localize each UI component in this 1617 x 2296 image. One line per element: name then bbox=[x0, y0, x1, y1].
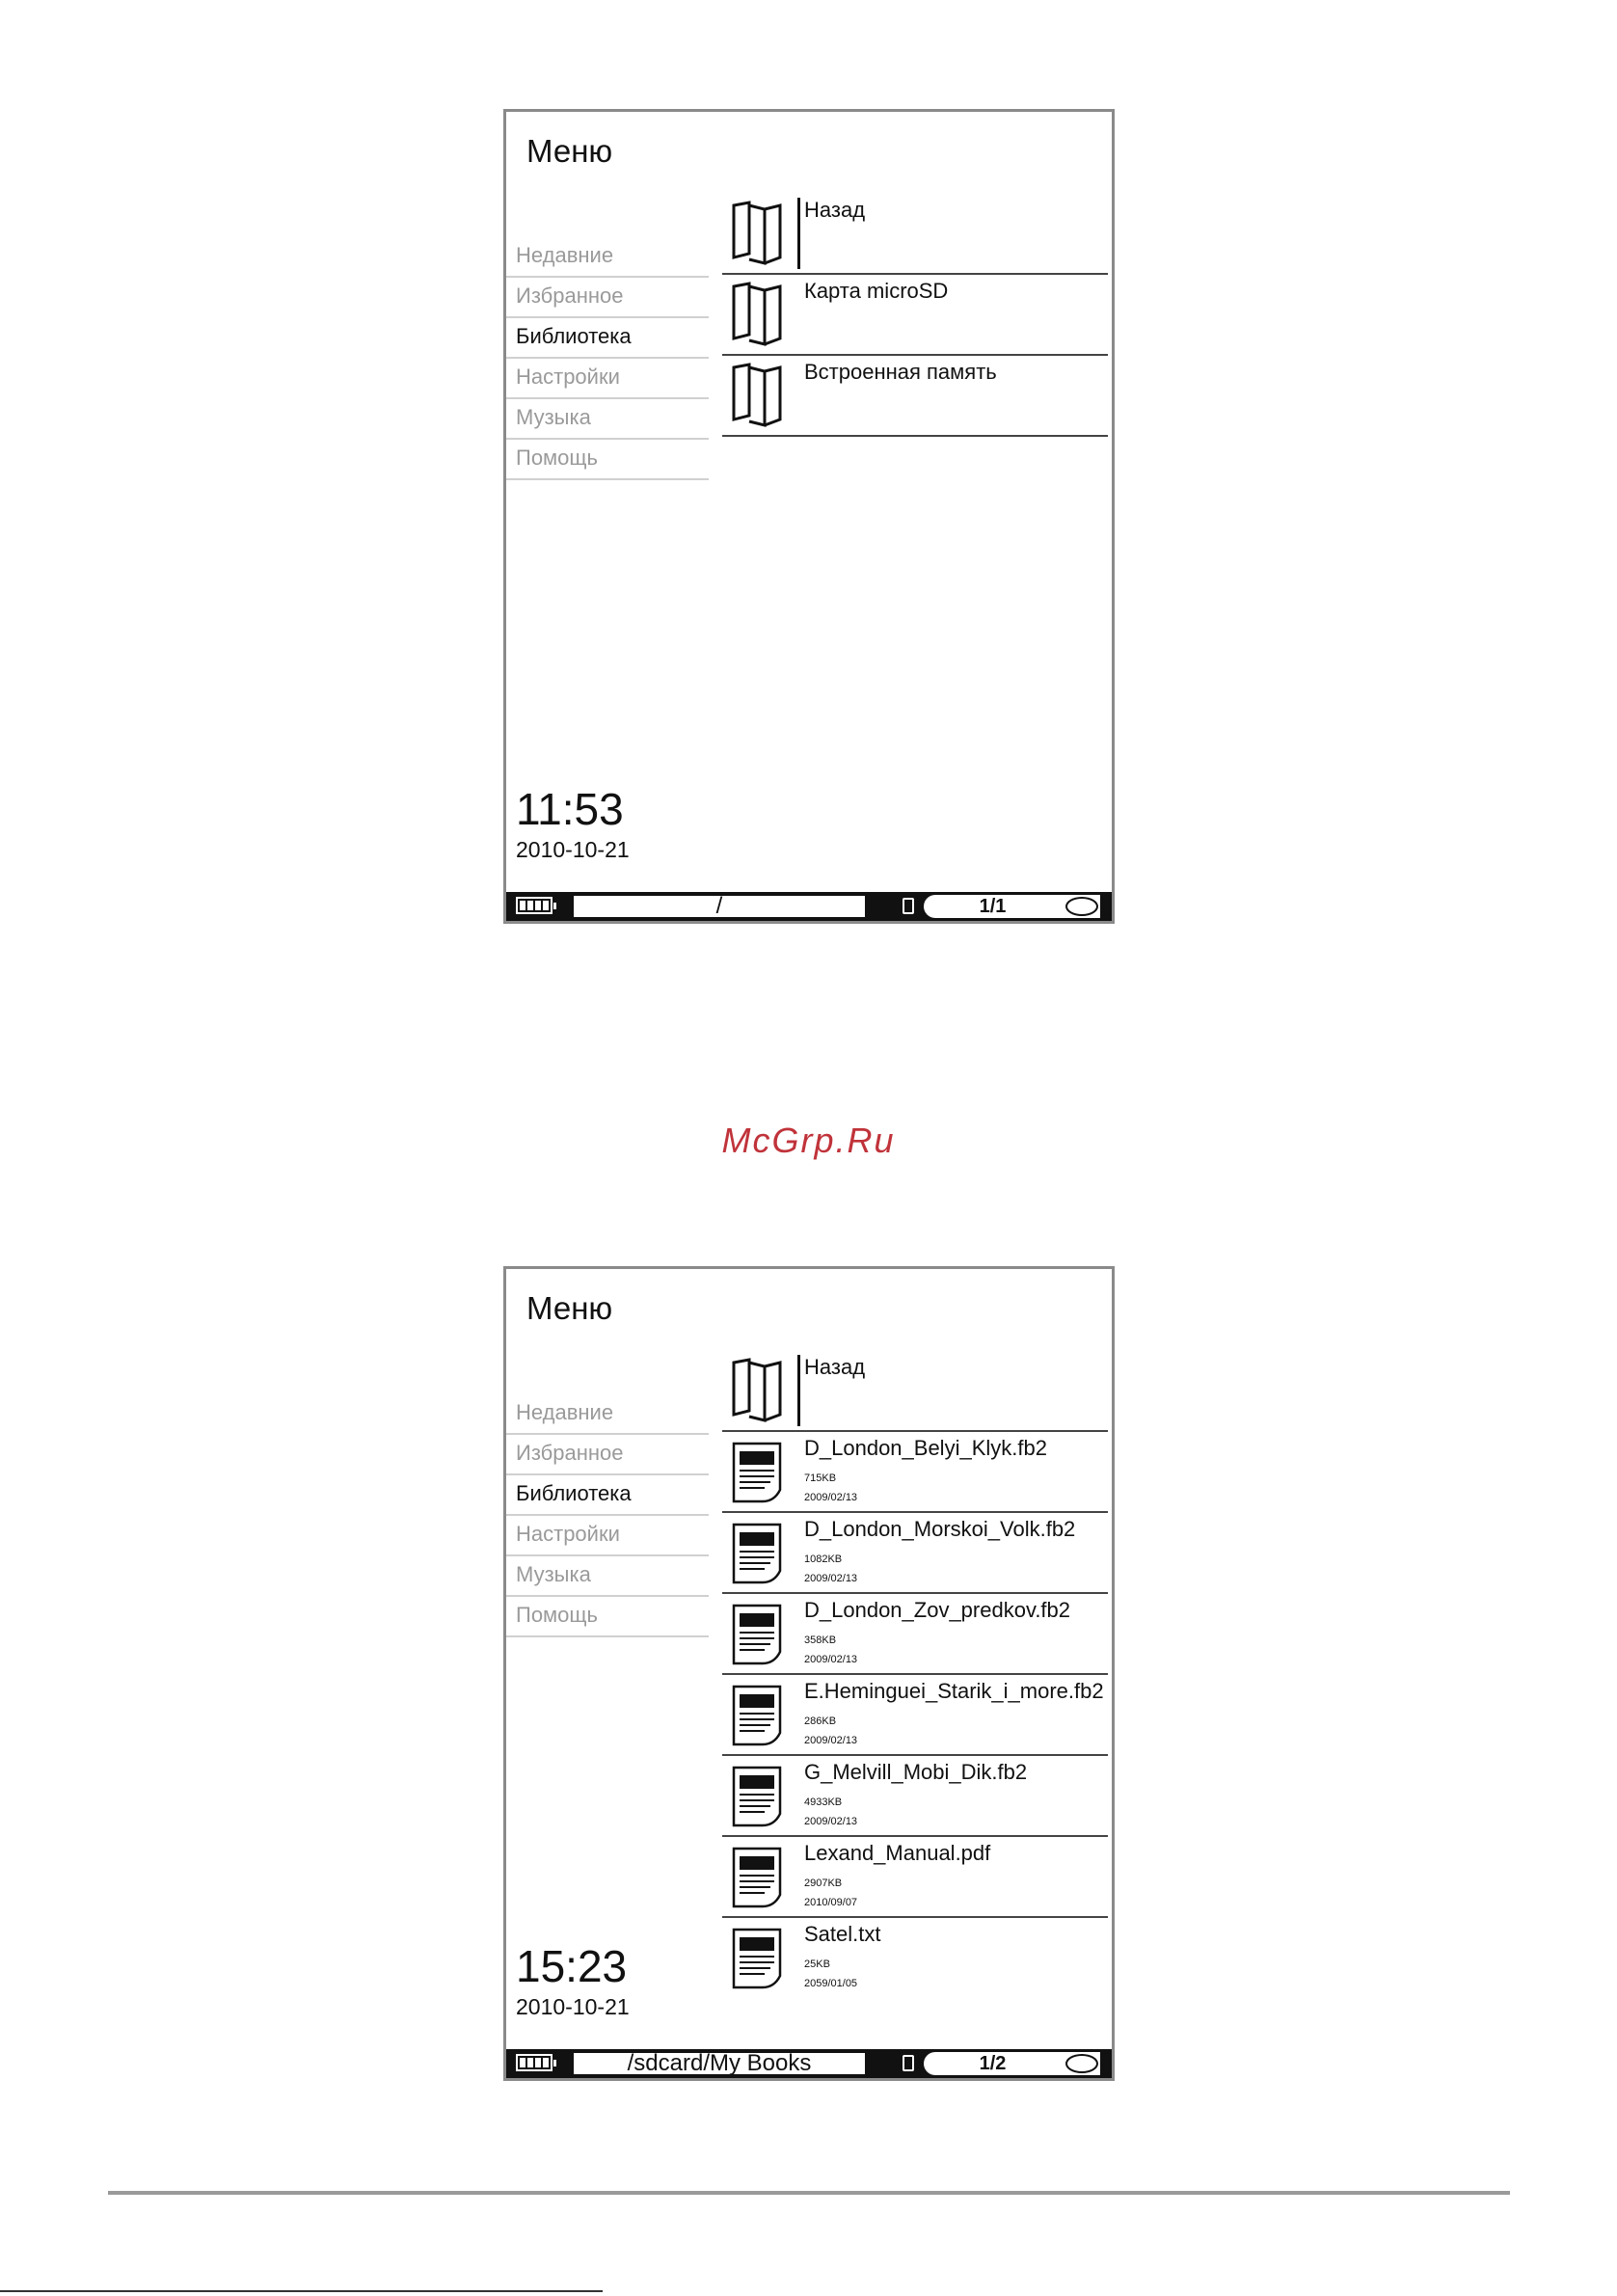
sidebar-item-settings[interactable]: Настройки bbox=[506, 1516, 709, 1556]
back-divider bbox=[797, 1355, 800, 1426]
back-row[interactable] bbox=[722, 1351, 1108, 1432]
file-row[interactable] bbox=[722, 1918, 1108, 1999]
file-size: 2907KB bbox=[804, 1877, 843, 1889]
file-list bbox=[722, 194, 1108, 437]
sidebar-item-library[interactable]: Библиотека bbox=[506, 1475, 709, 1516]
file-row[interactable] bbox=[722, 1432, 1108, 1513]
folder-row-microsd[interactable] bbox=[722, 275, 1108, 356]
clock-date: 2010-10-21 bbox=[516, 1994, 630, 2019]
page-divider bbox=[108, 2191, 1510, 2195]
clock bbox=[516, 1941, 630, 2020]
clock bbox=[516, 784, 630, 863]
sidebar-item-help[interactable]: Помощь bbox=[506, 440, 709, 480]
sidebar-item-favorites[interactable]: Избранное bbox=[506, 278, 709, 318]
battery-icon bbox=[516, 2054, 552, 2071]
page-oval-icon bbox=[1065, 897, 1098, 916]
file-list bbox=[722, 1351, 1108, 1999]
status-bar bbox=[506, 892, 1112, 921]
sd-card-icon bbox=[903, 898, 914, 914]
watermark: McGrp.Ru bbox=[721, 1121, 896, 1160]
document-icon bbox=[728, 1843, 786, 1912]
file-size: 358KB bbox=[804, 1634, 837, 1646]
back-divider bbox=[797, 198, 800, 269]
file-row[interactable] bbox=[722, 1675, 1108, 1756]
file-date: 2059/01/05 bbox=[804, 1978, 858, 1989]
file-date: 2009/02/13 bbox=[804, 1492, 858, 1503]
back-folder-icon bbox=[728, 1357, 786, 1426]
sidebar-item-help[interactable]: Помощь bbox=[506, 1597, 709, 1637]
file-date: 2010/09/07 bbox=[804, 1897, 858, 1908]
file-size: 286KB bbox=[804, 1715, 837, 1727]
page-oval-icon bbox=[1065, 2054, 1098, 2073]
file-name: Назад bbox=[804, 1355, 866, 1379]
page-number: 1/2 bbox=[979, 2053, 1007, 2074]
file-name: D_London_Belyi_Klyk.fb2 bbox=[804, 1436, 1047, 1460]
document-icon bbox=[728, 1600, 786, 1669]
battery-icon bbox=[516, 897, 552, 914]
clock-time: 11:53 bbox=[516, 784, 624, 834]
file-name: G_Melvill_Mobi_Dik.fb2 bbox=[804, 1760, 1028, 1784]
sidebar-item-recent[interactable]: Недавние bbox=[506, 237, 709, 278]
file-row[interactable] bbox=[722, 1837, 1108, 1918]
sidebar-item-settings[interactable]: Настройки bbox=[506, 359, 709, 399]
file-size: 715KB bbox=[804, 1472, 837, 1484]
file-date: 2009/02/13 bbox=[804, 1735, 858, 1746]
folder-row-internal[interactable] bbox=[722, 356, 1108, 437]
back-row[interactable] bbox=[722, 194, 1108, 275]
file-row[interactable] bbox=[722, 1513, 1108, 1594]
folder-icon bbox=[728, 281, 786, 350]
sidebar-item-library[interactable]: Библиотека bbox=[506, 318, 709, 359]
page-indicator[interactable] bbox=[924, 895, 1100, 918]
sidebar bbox=[506, 1394, 709, 1637]
sidebar-item-music[interactable]: Музыка bbox=[506, 1556, 709, 1597]
file-size: 25KB bbox=[804, 1958, 830, 1970]
file-name: Встроенная память bbox=[804, 360, 997, 384]
page-indicator[interactable] bbox=[924, 2052, 1100, 2075]
current-path: /sdcard/My Books bbox=[574, 2053, 865, 2074]
file-row[interactable] bbox=[722, 1756, 1108, 1837]
file-name: Lexand_Manual.pdf bbox=[804, 1841, 991, 1865]
file-row[interactable] bbox=[722, 1594, 1108, 1675]
clock-date: 2010-10-21 bbox=[516, 837, 630, 862]
sidebar-item-favorites[interactable]: Избранное bbox=[506, 1435, 709, 1475]
file-name: D_London_Zov_predkov.fb2 bbox=[804, 1598, 1071, 1622]
file-date: 2009/02/13 bbox=[804, 1654, 858, 1665]
menu-title: Меню bbox=[526, 133, 613, 169]
sidebar-item-recent[interactable]: Недавние bbox=[506, 1394, 709, 1435]
sidebar-item-music[interactable]: Музыка bbox=[506, 399, 709, 440]
file-size: 4933KB bbox=[804, 1796, 843, 1808]
current-path: / bbox=[574, 896, 865, 917]
folder-icon bbox=[728, 362, 786, 431]
file-date: 2009/02/13 bbox=[804, 1573, 858, 1584]
file-name: Satel.txt bbox=[804, 1922, 881, 1946]
document-icon bbox=[728, 1681, 786, 1750]
file-name: Назад bbox=[804, 198, 866, 222]
page-number: 1/1 bbox=[979, 896, 1007, 917]
menu-title: Меню bbox=[526, 1290, 613, 1326]
screen-sdcard-books bbox=[503, 1266, 1115, 2081]
file-date: 2009/02/13 bbox=[804, 1816, 858, 1827]
footer-line bbox=[0, 2290, 603, 2292]
sd-card-icon bbox=[903, 2055, 914, 2071]
document-icon bbox=[728, 1762, 786, 1831]
status-bar bbox=[506, 2049, 1112, 2078]
file-size: 1082KB bbox=[804, 1553, 843, 1565]
document-icon bbox=[728, 1924, 786, 1993]
document-icon bbox=[728, 1519, 786, 1588]
sidebar bbox=[506, 237, 709, 480]
file-name: Карта microSD bbox=[804, 279, 949, 303]
back-folder-icon bbox=[728, 200, 786, 269]
document-icon bbox=[728, 1438, 786, 1507]
clock-time: 15:23 bbox=[516, 1941, 628, 1991]
file-name: E.Heminguei_Starik_i_more.fb2 bbox=[804, 1679, 1104, 1703]
file-name: D_London_Morskoi_Volk.fb2 bbox=[804, 1517, 1076, 1541]
screen-root-menu bbox=[503, 109, 1115, 924]
